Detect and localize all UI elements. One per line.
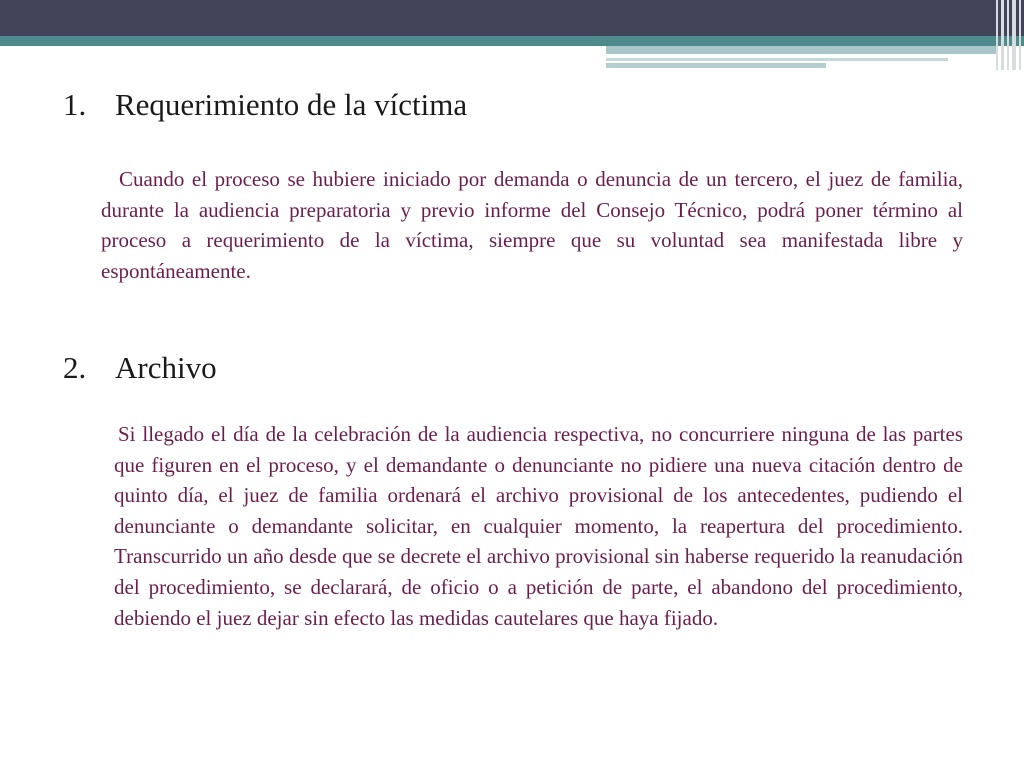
section-title: Requerimiento de la víctima [115,87,468,122]
section-number: 2. [63,350,87,385]
header-light-stripe [606,46,996,54]
header-teal-band [0,36,1024,46]
section-heading [63,87,467,123]
header-white-cut [0,46,606,52]
header-vertical-lines [994,0,1024,70]
section-number: 1. [63,87,87,122]
section-body: Si llegado el día de la celebración de la audiencia respectiva, no concurriere ninguna de las partes que figuren en el proceso, y el demandante o denunciante no pidiere una nueva citación dentro de quinto día, el juez de familia ordenará el archivo provisional de los antecedentes, pudiendo el denunciante o demandante solicitar, en cualquier momento, la reapertura del procedimiento. Transcurrido un año desde que se decrete el archivo provisional sin haberse requerido la reanudación del procedimiento, se declarará, de oficio o a petición de parte, el abandono del procedimiento, debiendo el juez dejar sin efecto las medidas cautelares que haya fijado. [114,422,963,630]
header-dark-band [0,0,1024,36]
section-body: Cuando el proceso se hubiere iniciado por demanda o denuncia de un tercero, el juez de familia, durante la audiencia preparatoria y previo informe del Consejo Técnico, podrá poner término al proceso a requerimiento de la víctima, siempre que su voluntad sea manifestada libre y espontáneamente. [101,167,963,283]
section-title: Archivo [115,350,217,385]
section-heading [63,350,217,386]
header-light-stripe [606,58,948,61]
header-light-stripe [606,63,826,68]
